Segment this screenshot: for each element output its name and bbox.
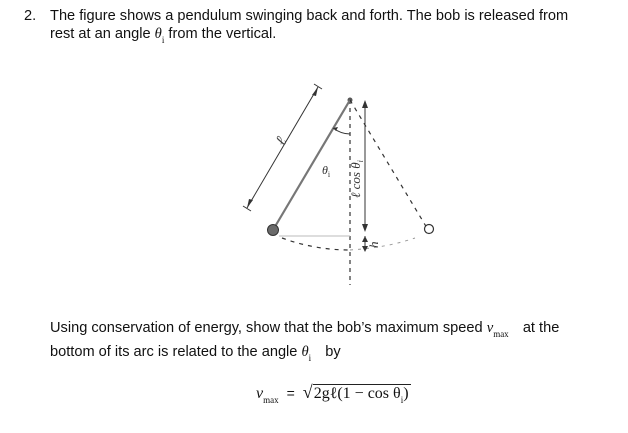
lcos-label: ℓ $\cos \theta_i$ — [348, 160, 365, 198]
length-arrow-bottom — [247, 199, 253, 208]
theta-symbol-2: θ — [301, 344, 309, 360]
h-arrow-top — [362, 236, 368, 242]
swing-arc — [282, 238, 350, 250]
v-symbol: v — [486, 320, 494, 336]
theta-symbol: θ — [154, 26, 162, 42]
intro-text-2b: from the vertical. — [168, 26, 277, 42]
theta-subscript-2: i — [308, 353, 312, 363]
theta-subscript: i — [161, 35, 165, 45]
length-tick-top — [314, 84, 322, 89]
vmax-equation — [256, 382, 411, 404]
question-text-1a: Using conservation of energy, show that the bob’s maximum speed — [50, 320, 483, 336]
problem-number: 2. — [24, 8, 37, 24]
length-label: ℓ — [272, 134, 291, 149]
angle-label: $\theta_i$ — [322, 163, 331, 179]
length-arrow-top — [312, 87, 318, 96]
radicand — [313, 384, 411, 404]
intro-text-1: The figure shows a pendulum swinging back and forth. The bob is released from — [50, 8, 569, 24]
sqrt-sign: √ — [302, 382, 313, 402]
intro-text-2a: rest at an angle — [50, 26, 151, 42]
h-label: h — [366, 241, 381, 248]
pendulum-bob-right — [425, 225, 434, 234]
problem-intro-line-1 — [24, 6, 568, 26]
problem-intro-line-2 — [50, 24, 276, 45]
question-text-2b: by — [325, 344, 341, 360]
v-subscript: max — [493, 329, 509, 339]
length-dimension-line — [247, 87, 318, 208]
pendulum-figure — [200, 70, 460, 300]
pendulum-string — [273, 100, 350, 230]
question-text-2a: bottom of its arc is related to the angle — [50, 344, 298, 360]
radicand-main: 2gℓ(1 − cos θ — [313, 385, 401, 402]
question-line-2 — [50, 342, 341, 363]
question-text-1b: at the — [522, 320, 560, 336]
question-line-1 — [50, 318, 559, 339]
radicand-close: ) — [403, 385, 409, 402]
lcos-arrow-bottom — [362, 224, 368, 232]
length-tick-bottom — [243, 206, 251, 211]
pendulum-bob — [268, 225, 279, 236]
equation-v: v — [256, 385, 264, 402]
equation-equals: = — [286, 385, 295, 401]
lcos-arrow-top — [362, 100, 368, 108]
equation-v-sub: max — [263, 395, 279, 405]
swing-arc-right — [350, 238, 415, 250]
radicand-sub: i — [400, 395, 404, 405]
